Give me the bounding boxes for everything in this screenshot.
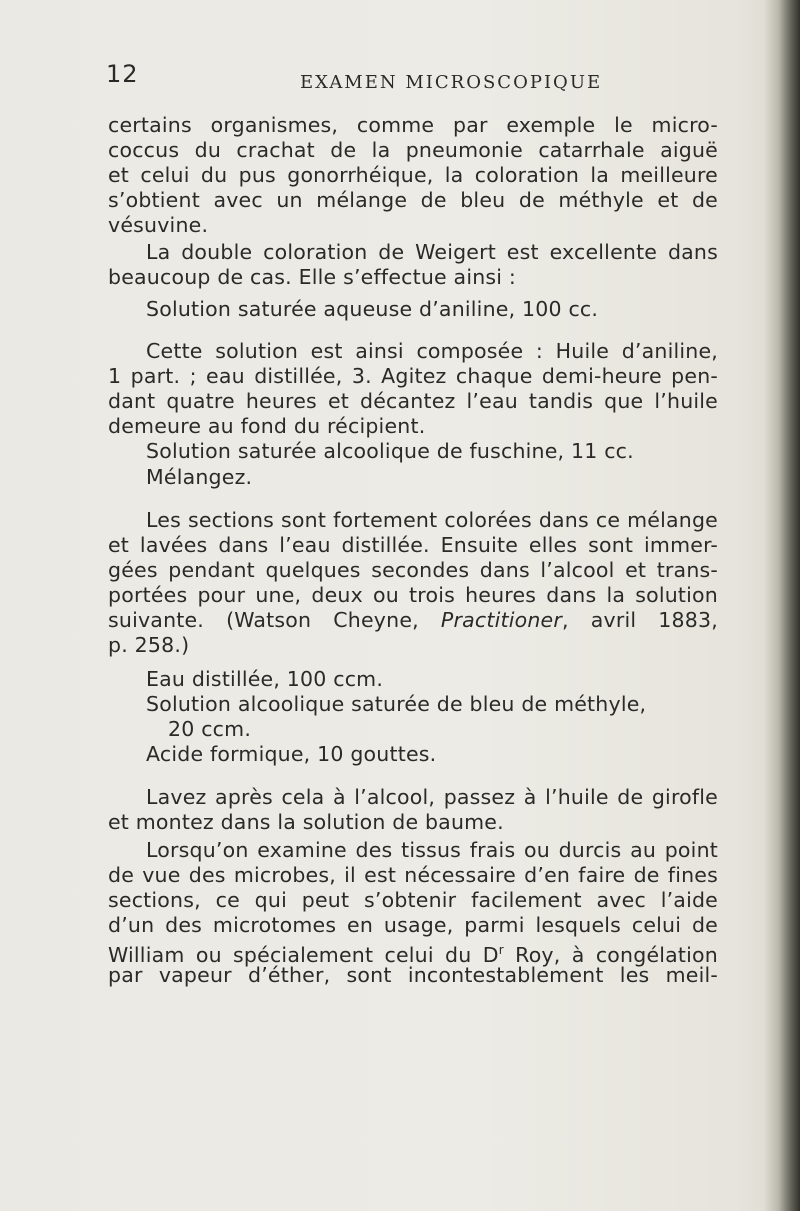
recipe-line: Eau distillée, 100 ccm. [146, 667, 384, 691]
text-line: d’un des microtomes en usage, parmi lesquels celui de [108, 913, 718, 937]
text-line: sections, ce qui peut s’obtenir facilement avec l’aide [108, 888, 718, 912]
text-line: et montez dans la solution de baume. [108, 810, 504, 834]
superscript: r [498, 943, 504, 957]
text-line: Lorsqu’on examine des tissus frais ou durcis au point [146, 838, 718, 862]
text-segment: William ou spécialement celui du D [108, 942, 499, 967]
text-segment: Roy, à congélation [503, 942, 718, 967]
text-line: La double coloration de Weigert est excellente dans [146, 240, 718, 264]
paragraph-6 [108, 465, 718, 490]
text-line: Lavez après cela à l’alcool, passez à l’huile de girofle [146, 785, 718, 809]
recipe-list [108, 667, 718, 767]
text-line: dant quatre heures et décantez l’eau tandis que l’huile [108, 389, 718, 413]
text-segment: , avril 1883, [561, 608, 718, 632]
text-line: demeure au fond du récipient. [108, 414, 426, 438]
text-line: gées pendant quelques secondes dans l’alcool et trans- [108, 558, 718, 582]
paragraph-5 [108, 439, 718, 464]
text-line: et lavées dans l’eau distillée. Ensuite elles sont immer- [108, 533, 718, 557]
text-line: Cette solution est ainsi composée : Huile d’aniline, [146, 339, 718, 363]
recipe-line: Acide formique, 10 gouttes. [146, 742, 437, 766]
paragraph-4 [108, 339, 718, 439]
text-line: beaucoup de cas. Elle s’effectue ainsi : [108, 265, 517, 289]
text-line: portées pour une, deux ou trois heures dans la solution [108, 583, 718, 607]
paragraph-8 [108, 785, 718, 835]
text-line: Les sections sont fortement colorées dans ce mélange [146, 508, 718, 532]
text-line [108, 608, 718, 633]
text-line: 1 part. ; eau distillée, 3. Agitez chaque demi-heure pen- [108, 364, 718, 388]
journal-title: Practitioner [440, 608, 562, 632]
text-line: par vapeur d’éther, sont incontestablement les meil- [108, 963, 718, 987]
page-number: 12 [106, 60, 139, 88]
text-line: certains organismes, comme par exemple le micro- [108, 113, 718, 137]
text-line: de vue des microbes, il est nécessaire d’en faire de fines [108, 863, 718, 887]
book-spine-shadow [764, 0, 800, 1211]
text-line: Solution saturée aqueuse d’aniline, 100 cc. [146, 297, 599, 321]
paragraph-1 [108, 113, 718, 238]
text-line: vésuvine. [108, 213, 209, 237]
text-line [108, 938, 718, 967]
paragraph-9 [108, 838, 718, 988]
paragraph-2 [108, 240, 718, 290]
recipe-line: 20 ccm. [168, 717, 252, 741]
text-line: Mélangez. [146, 465, 253, 489]
paragraph-7 [108, 508, 718, 658]
text-segment: suivante. (Watson Cheyne, [108, 608, 441, 632]
text-line: p. 258.) [108, 633, 190, 657]
text-line: Solution saturée alcoolique de fuschine, 11 cc. [146, 439, 634, 463]
paragraph-3 [108, 297, 718, 322]
running-head: EXAMEN MICROSCOPIQUE [300, 72, 603, 93]
recipe-line: Solution alcoolique saturée de bleu de méthyle, [146, 692, 647, 716]
text-line: coccus du crachat de la pneumonie catarrhale aiguë [108, 138, 718, 162]
text-line: s’obtient avec un mélange de bleu de méthyle et de [108, 188, 718, 212]
text-line: et celui du pus gonorrhéique, la coloration la meilleure [108, 163, 718, 187]
